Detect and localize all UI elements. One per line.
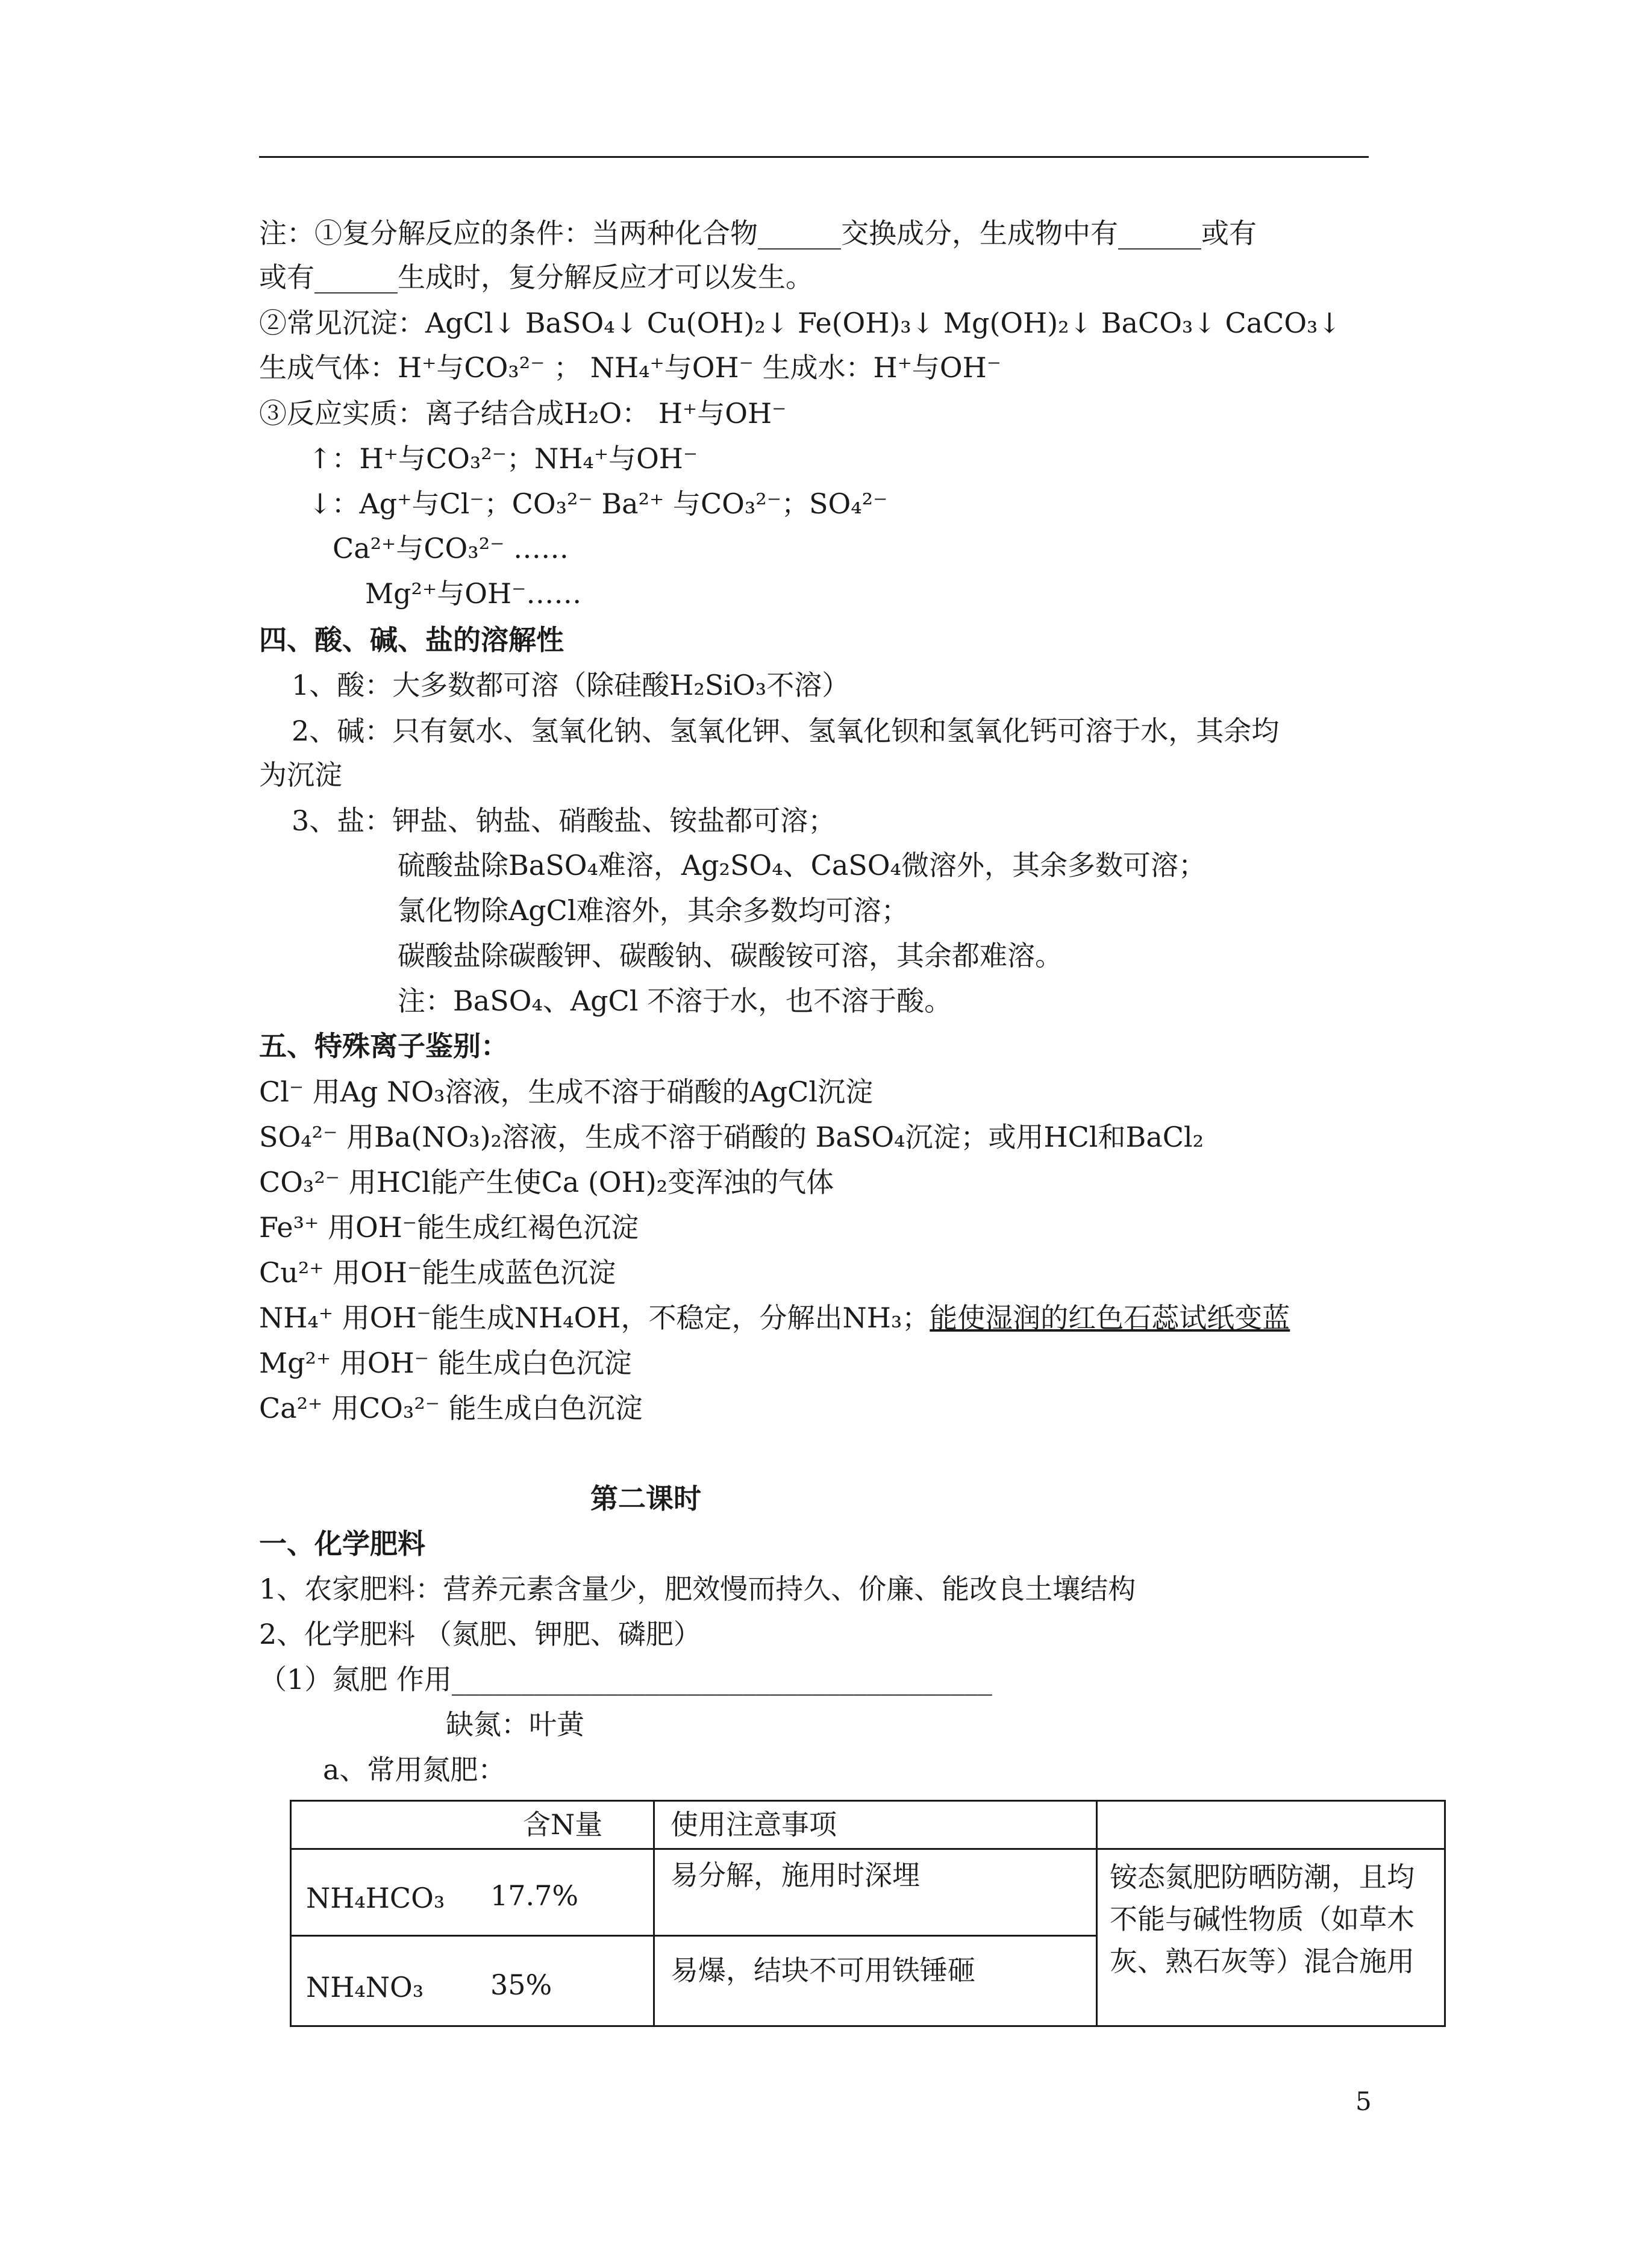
nitrogen-deficiency-line: 缺氮：叶黄 [446,1708,584,1741]
nitrogen-fertilizer-table [290,1800,1446,2027]
table-cell [291,1936,654,2026]
fertilizer-heading: 一、化学肥料 [259,1527,425,1560]
precipitates-line: ②常见沉淀：AgCl↓ BaSO₄↓ Cu(OH)₂↓ Fe(OH)₃↓ Mg(OH)₂↓ BaCO₃↓ CaCO₃↓ [259,307,1342,339]
fertilizer-formula: NH₄HCO₃ [306,1882,445,1914]
usage-note: 易爆，结块不可用铁锤砸 [671,1954,975,1987]
page-number: 5 [1355,2087,1372,2116]
table-header-row [291,1801,1445,1849]
common-nitrogen-label: a、常用氮肥： [323,1753,506,1786]
sulfate-line: 硫酸盐除BaSO₄难溶，Ag₂SO₄、CaSO₄微溶外，其余多数可溶； [398,849,1206,882]
table-header-cell [654,1801,1097,1849]
merged-note-text: 铵态氮肥防晒防潮，且均不能与碱性物质（如草木灰、熟石灰等）混合施用 [1110,1861,1415,1978]
lesson-2-title: 第二课时 [590,1482,701,1515]
table-cell [654,1849,1097,1936]
ion-test-cl: Cl⁻ 用Ag NO₃溶液，生成不溶于硝酸的AgCl沉淀 [259,1076,874,1108]
ion-test-nh4-text: NH₄⁺ 用OH⁻能生成NH₄OH，不稳定，分解出NH₃； [259,1302,930,1334]
ion-test-fe: Fe³⁺ 用OH⁻能生成红褐色沉淀 [259,1211,639,1244]
header-n-content: 含N量 [523,1808,603,1841]
ion-test-cu: Cu²⁺ 用OH⁻能生成蓝色沉淀 [259,1256,616,1289]
ion-test-so4: SO₄²⁻ 用Ba(NO₃)₂溶液，生成不溶于硝酸的 BaSO₄沉淀；或用HCl和BaCl₂ [259,1121,1204,1153]
chem-fertilizer-line: 2、化学肥料 （氮肥、钾肥、磷肥） [259,1618,701,1650]
ca-ion-line: Ca²⁺与CO₃²⁻ …… [333,532,569,565]
section-4-heading: 四、酸、碱、盐的溶解性 [259,624,564,656]
ion-test-co3: CO₃²⁻ 用HCl能产生使Ca (OH)₂变浑浊的气体 [259,1166,834,1198]
base-solubility-line: 2、碱：只有氨水、氢氧化钠、氢氧化钾、氢氧化钡和氢氧化钙可溶于水，其余均 [292,715,1280,747]
table-row [291,1849,1445,1936]
table-header-cell [291,1801,654,1849]
ion-test-ca: Ca²⁺ 用CO₃²⁻ 能生成白色沉淀 [259,1392,643,1424]
note-line-1: 注：①复分解反应的条件：当两种化合物______交换成分，生成物中有______或有 [259,217,1257,249]
nitrogen-fertilizer-line: （1）氮肥 作用_______________________________________ [259,1663,992,1696]
precipitate-ions-line: ↓：Ag⁺与Cl⁻；CO₃²⁻ Ba²⁺ 与CO₃²⁻；SO₄²⁻ [308,487,888,520]
header-rule [259,156,1369,158]
note-line-2: 或有______生成时，复分解反应才可以发生。 [259,261,813,293]
header-usage-notes: 使用注意事项 [671,1808,837,1841]
ion-test-mg: Mg²⁺ 用OH⁻ 能生成白色沉淀 [259,1347,632,1379]
merged-note-cell [1097,1849,1445,2026]
gas-water-line: 生成气体：H⁺与CO₃²⁻ ； NH₄⁺与OH⁻ 生成水：H⁺与OH⁻ [259,351,1002,384]
gas-ions-line: ↑：H⁺与CO₃²⁻；NH₄⁺与OH⁻ [308,442,698,475]
table-header-cell [1097,1801,1445,1849]
nitrogen-content: 35% [490,1969,552,2001]
chloride-line: 氯化物除AgCl难溶外，其余多数均可溶； [398,894,909,927]
table-cell [291,1849,654,1936]
fertilizer-formula: NH₄NO₃ [306,1971,424,2003]
insoluble-note-line: 注：BaSO₄、AgCl 不溶于水，也不溶于酸。 [398,985,952,1017]
reaction-essence-line: ③反应实质：离子结合成H₂O： H⁺与OH⁻ [259,397,787,430]
mg-ion-line: Mg²⁺与OH⁻…… [365,577,582,610]
section-5-heading: 五、特殊离子鉴别： [259,1030,508,1062]
nitrogen-content: 17.7% [490,1879,579,1912]
farm-fertilizer-line: 1、农家肥料：营养元素含量少，肥效慢而持久、价廉、能改良土壤结构 [259,1573,1136,1605]
ion-test-nh4 [259,1300,1290,1336]
table-cell [654,1936,1097,2026]
salt-solubility-line: 3、盐：钾盐、钠盐、硝酸盐、铵盐都可溶； [292,804,836,837]
ion-test-nh4-underlined: 能使湿润的红色石蕊试纸变蓝 [930,1302,1290,1334]
acid-solubility-line: 1、酸：大多数都可溶（除硅酸H₂SiO₃不溶） [292,669,850,701]
base-solubility-line-2: 为沉淀 [259,759,342,791]
usage-note: 易分解，施用时深埋 [671,1859,920,1891]
carbonate-line: 碳酸盐除碳酸钾、碳酸钠、碳酸铵可溶，其余都难溶。 [398,939,1063,972]
